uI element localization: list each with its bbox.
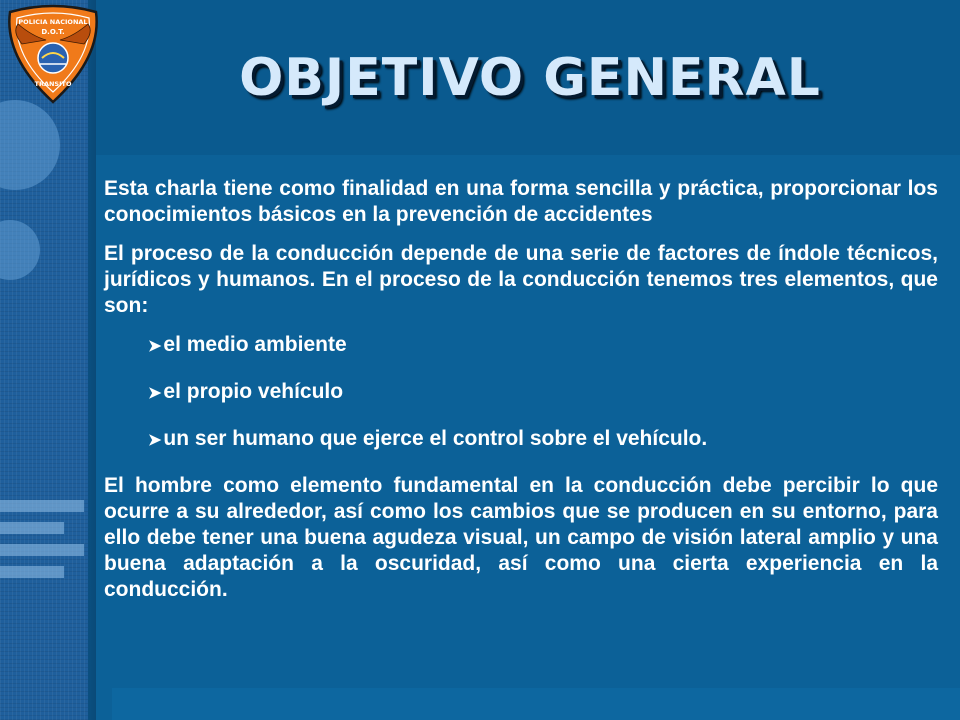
slide-title: OBJETIVO GENERAL	[239, 48, 821, 108]
bullet-item	[148, 332, 938, 360]
logo-text-mid: D.O.T.	[41, 28, 65, 36]
arrow-bullet-icon: ➤	[148, 338, 162, 355]
decor-bar	[0, 500, 84, 512]
arrow-bullet-icon: ➤	[148, 385, 162, 402]
bullet-item	[148, 426, 938, 454]
decor-circle-mid	[0, 220, 40, 280]
police-badge-logo	[2, 2, 104, 106]
logo-text-top: POLICIA NACIONAL	[18, 18, 88, 26]
bullet-item	[148, 379, 938, 407]
decor-circle-top	[0, 100, 60, 190]
strip-edge	[88, 0, 96, 720]
decor-bar	[0, 522, 64, 534]
bullet-text: el medio ambiente	[163, 333, 347, 356]
decor-bar	[0, 566, 64, 578]
decor-bar	[0, 544, 84, 556]
paragraph: El proceso de la conducción depende de una serie de factores de índole técnicos, jurídicos y humanos. En el proceso de la conducción tenemos tres elementos, que son:	[104, 242, 938, 317]
left-decor-strip	[0, 0, 96, 720]
bullet-text: el propio vehículo	[163, 380, 344, 403]
bottom-band	[112, 688, 960, 720]
arrow-bullet-icon: ➤	[148, 432, 162, 449]
logo-text-bottom: TRANSITO	[34, 80, 72, 88]
paragraph: Esta charla tiene como finalidad en una forma sencilla y práctica, proporcionar los conocimientos básicos en la prevención de accidentes	[104, 177, 938, 226]
closing-paragraph: El hombre como elemento fundamental en la conducción debe percibir lo que ocurre a su alrededor, así como los cambios que se producen en su entorno, para ello debe tener una buena agudeza visual, un campo de visión lateral amplio y una buena adaptación a la oscuridad, así como una cierta experiencia en la conducción.	[104, 474, 938, 601]
bullet-text: un ser humano que ejerce el control sobre el vehículo.	[163, 427, 708, 450]
slide-body	[104, 176, 938, 616]
